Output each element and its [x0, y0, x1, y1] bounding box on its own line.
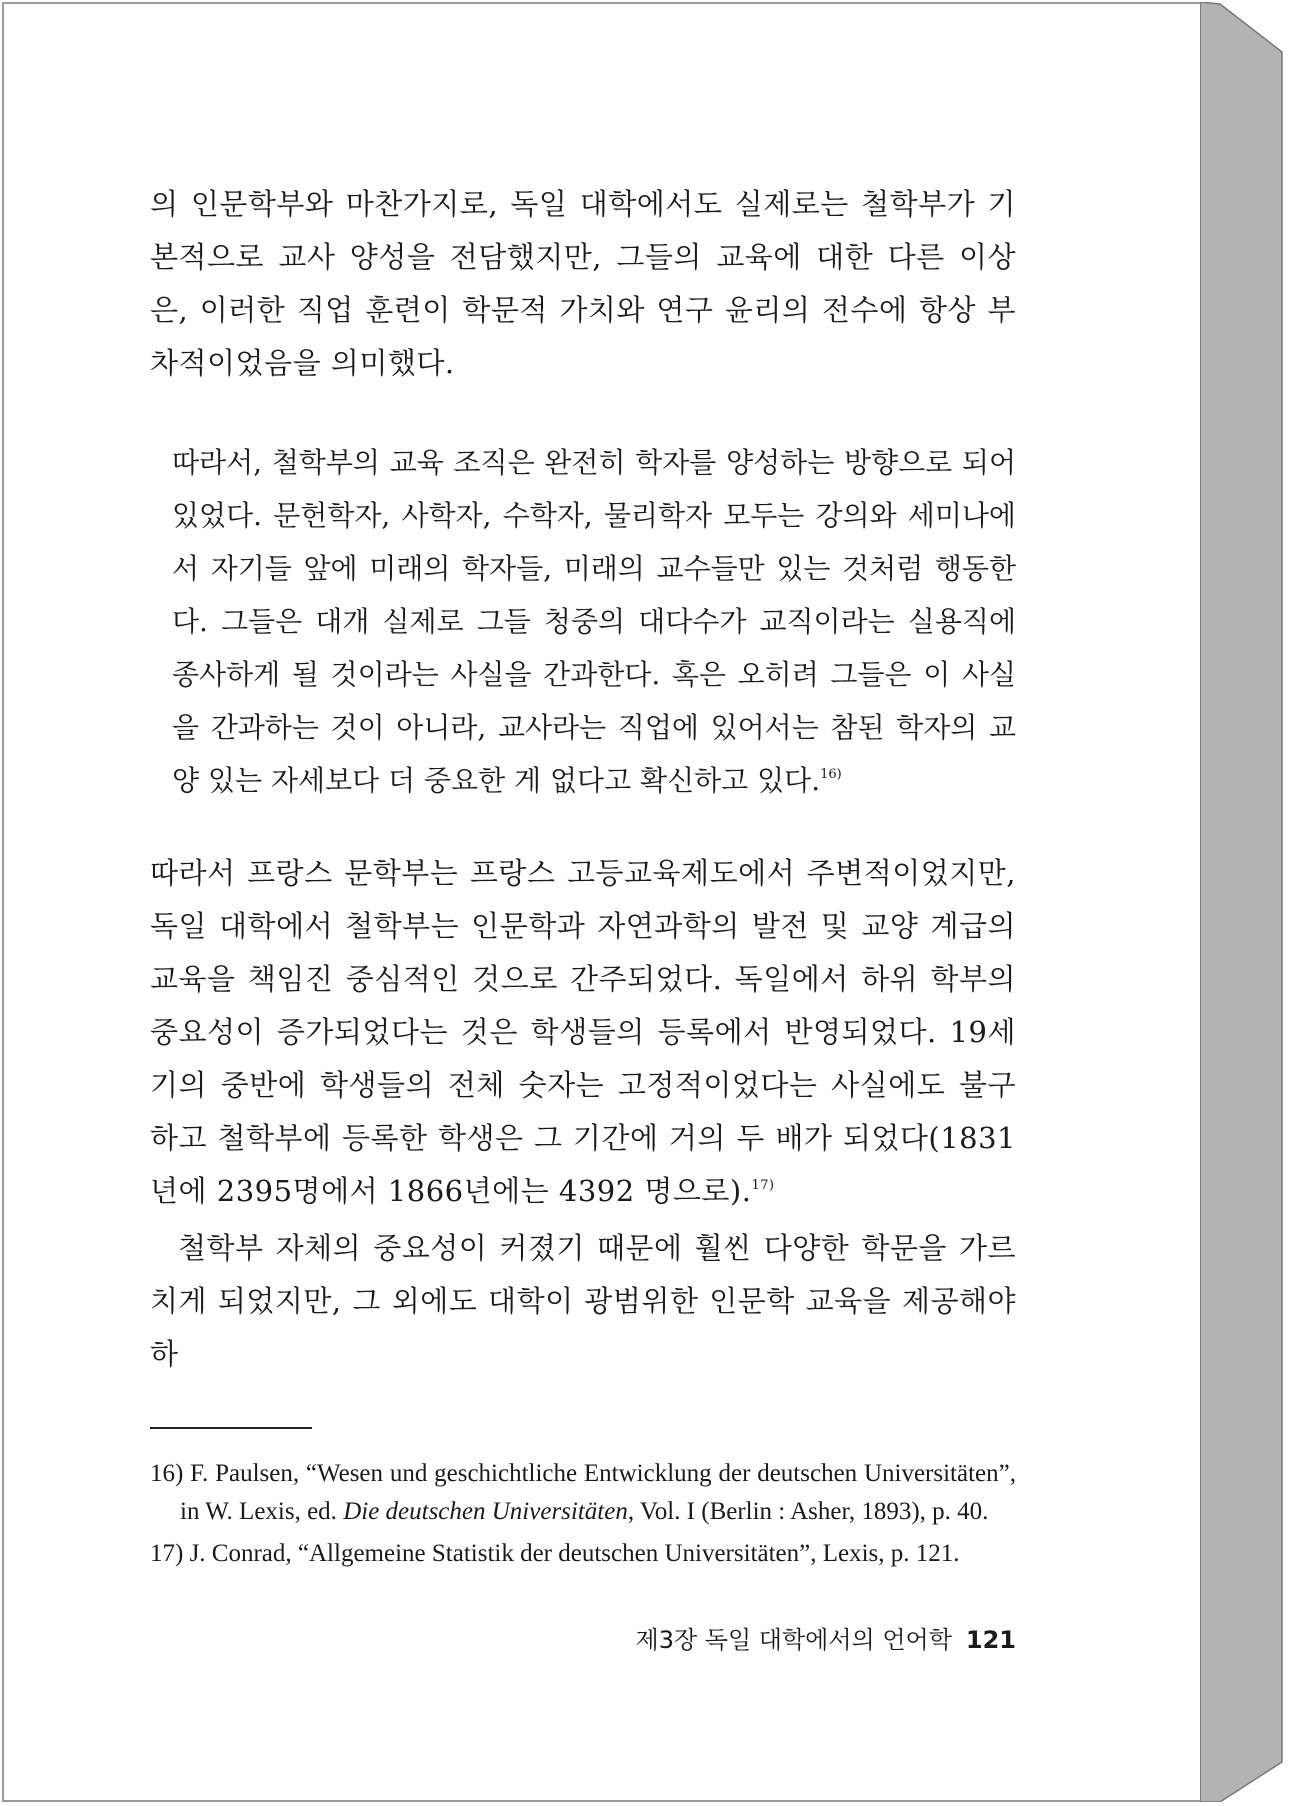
footnotes: [150, 1455, 1016, 1573]
book-edge: [1200, 2, 1290, 1802]
block-quote: [172, 436, 1016, 807]
body-paragraph-1: 의 인문학부와 마찬가지로, 독일 대학에서도 실제로는 철학부가 기본적으로 교사 양성을 전담했지만, 그들의 교육에 대한 다른 이상은, 이러한 직업 훈련이 학문적 가치와 연구 윤리의 전수에 항상 부차적이었음을 의미했다.: [150, 187, 1016, 380]
footnote-ref-17[interactable]: 17): [751, 1178, 775, 1193]
footnote-ref-16[interactable]: 16): [820, 767, 842, 782]
body-paragraph-3: 철학부 자체의 중요성이 커졌기 때문에 훨씬 다양한 학문을 가르치게 되었지만, 그 외에도 대학이 광범위한 인문학 교육을 제공해야 하: [150, 1231, 1016, 1371]
footnote-17-text: 17) J. Conrad, “Allgemeine Statistik der deutschen Universitäten”, Lexis, p. 121.: [150, 1540, 960, 1567]
footnote-16-book-title: Die deutschen Universitäten: [343, 1498, 628, 1525]
footnote-16-tail: , Vol. I (Berlin : Asher, 1893), p. 40.: [627, 1498, 989, 1525]
body-paragraph-2-text: 따라서 프랑스 문학부는 프랑스 고등교육제도에서 주변적이었지만, 독일 대학에서 철학부는 인문학과 자연과학의 발전 및 교양 계급의 교육을 책임진 중심적인 것으로 간주되었다. 독일에서 하위 학부의 중요성이 증가되었다는 것은 학생들의 등록에서 반영되었다. 19세기의 중반에 학생들의 전체 숫자는 고정적이었다는 사실에도 불구하고 철학부에 등록한 학생은 그 기간에 거의 두 배가 되었다(1831년에 2395명에서 1866년에는 4392 명으로).: [150, 856, 1016, 1208]
footnote-17: [150, 1535, 1016, 1573]
block-quote-text: 따라서, 철학부의 교육 조직은 완전히 학자를 양성하는 방향으로 되어 있었다. 문헌학자, 사학자, 수학자, 물리학자 모두는 강의와 세미나에서 자기들 앞에 미래의 학자들, 미래의 교수들만 있는 것처럼 행동한다. 그들은 대개 실제로 그들 청중의 대다수가 교직이라는 실용직에 종사하게 될 것이라는 사실을 간과한다. 혹은 오히려 그들은 이 사실을 간과하는 것이 아니라, 교사라는 직업에 있어서는 참된 학자의 교양 있는 자세보다 더 중요한 게 없다고 확신하고 있다.: [172, 446, 1016, 797]
body-paragraph-2: [150, 847, 1016, 1218]
page-content: [150, 178, 1016, 1577]
running-footer: [150, 1620, 1016, 1655]
footnote-16-text: 16) F. Paulsen, “Wesen und geschichtliche Entwicklung der deutschen Universitäten”, in W. Lexis, ed.: [150, 1460, 1016, 1525]
footnote-16: [150, 1455, 1016, 1531]
chapter-title: 제3장 독일 대학에서의 언어학: [635, 1626, 952, 1654]
page-number: 121: [965, 1626, 1016, 1654]
footnote-divider: [150, 1427, 312, 1429]
